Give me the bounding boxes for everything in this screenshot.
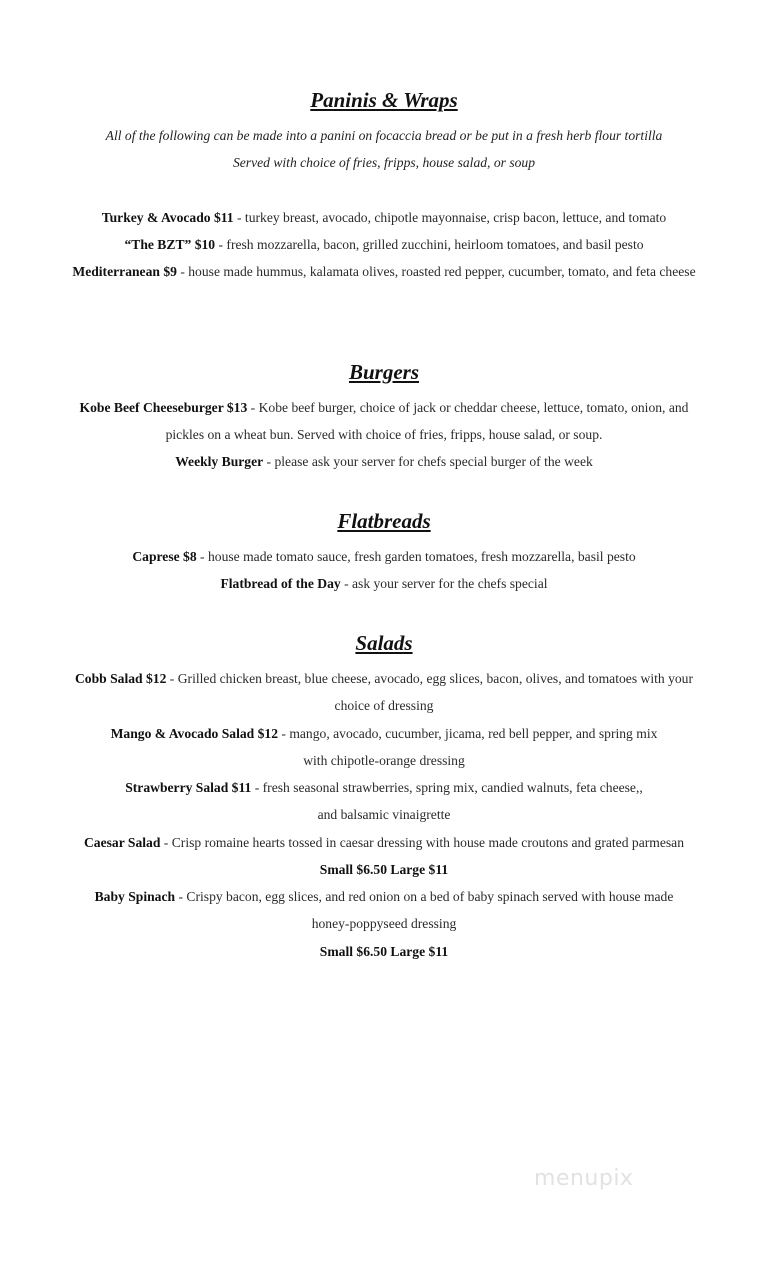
section-title-flatbreads: Flatbreads — [337, 509, 431, 533]
item-description: honey-poppyseed dressing — [311, 916, 457, 931]
paninis-note-bread: All of the following can be made into a panini on focaccia bread or be put in a fresh herb flour tortilla — [105, 128, 663, 143]
item-description: and balsamic vinaigrette — [317, 807, 451, 822]
item-description: - Kobe beef burger, choice of jack or cheddar cheese, lettuce, tomato, onion, and — [247, 400, 689, 415]
menu-item-cobb-salad — [0, 670, 768, 688]
menu-item-kobe-burger — [0, 399, 768, 417]
item-description: - house made hummus, kalamata olives, roasted red pepper, cucumber, tomato, and feta cheese — [176, 264, 696, 279]
item-description: - fresh seasonal strawberries, spring mix, candied walnuts, feta cheese,, — [251, 780, 643, 795]
item-description: - Grilled chicken breast, blue cheese, avocado, egg slices, bacon, olives, and tomatoes with your — [166, 671, 693, 686]
item-description: - house made tomato sauce, fresh garden tomatoes, fresh mozzarella, basil pesto — [196, 549, 636, 564]
menu-item-flatbread-of-day — [0, 575, 768, 593]
item-price: Small $6.50 Large $11 — [319, 862, 449, 877]
item-name: Weekly Burger — [175, 454, 264, 469]
menu-item-baby-spinach-cont — [0, 915, 768, 933]
menu-item-bzt — [0, 236, 768, 254]
menu-item-turkey-avocado — [0, 209, 768, 227]
item-description: - Crisp romaine hearts tossed in caesar dressing with house made croutons and grated parmesan — [160, 835, 684, 850]
section-title-burgers: Burgers — [348, 360, 420, 384]
menu-item-caesar-salad-price — [0, 861, 768, 879]
item-description: - Crispy bacon, egg slices, and red onion on a bed of baby spinach served with house made — [175, 889, 674, 904]
item-name: Strawberry Salad $11 — [125, 780, 252, 795]
item-description: - turkey breast, avocado, chipotle mayonnaise, crisp bacon, lettuce, and tomato — [233, 210, 667, 225]
menu-item-kobe-burger-cont — [0, 426, 768, 444]
menu-item-weekly-burger — [0, 453, 768, 471]
section-title-salads: Salads — [355, 631, 413, 655]
item-description: - ask your server for the chefs special — [340, 576, 548, 591]
menu-item-mango-avocado-salad-cont — [0, 752, 768, 770]
item-name: Caprese $8 — [132, 549, 197, 564]
section-title-paninis-wraps: Paninis & Wraps — [310, 88, 458, 112]
item-description: - mango, avocado, cucumber, jicama, red bell pepper, and spring mix — [278, 726, 658, 741]
item-description: pickles on a wheat bun. Served with choice of fries, fripps, house salad, or soup. — [165, 427, 603, 442]
item-name: Mango & Avocado Salad $12 — [110, 726, 278, 741]
item-description: - please ask your server for chefs special burger of the week — [263, 454, 593, 469]
item-name: Cobb Salad $12 — [74, 671, 167, 686]
item-name: Caesar Salad — [83, 835, 161, 850]
menu-item-cobb-salad-cont — [0, 697, 768, 715]
item-name: Flatbread of the Day — [220, 576, 341, 591]
menu-item-mango-avocado-salad — [0, 725, 768, 743]
watermark-logo: menupix — [534, 1166, 634, 1191]
item-name: Baby Spinach — [94, 889, 176, 904]
menu-item-mediterranean — [0, 263, 768, 281]
menu-item-baby-spinach-price — [0, 943, 768, 961]
menu-item-strawberry-salad — [0, 779, 768, 797]
paninis-note-sides: Served with choice of fries, fripps, house salad, or soup — [232, 155, 536, 170]
item-description: choice of dressing — [334, 698, 434, 713]
menu-item-strawberry-salad-cont — [0, 806, 768, 824]
item-price: Small $6.50 Large $11 — [319, 944, 449, 959]
item-description: - fresh mozzarella, bacon, grilled zucchini, heirloom tomatoes, and basil pesto — [215, 237, 644, 252]
item-name: Mediterranean $9 — [72, 264, 177, 279]
menu-item-caprese — [0, 548, 768, 566]
item-description: with chipotle-orange dressing — [303, 753, 465, 768]
menu-item-caesar-salad — [0, 834, 768, 852]
item-name: “The BZT” $10 — [124, 237, 216, 252]
menu-item-baby-spinach — [0, 888, 768, 906]
item-name: Kobe Beef Cheeseburger $13 — [79, 400, 248, 415]
item-name: Turkey & Avocado $11 — [101, 210, 234, 225]
